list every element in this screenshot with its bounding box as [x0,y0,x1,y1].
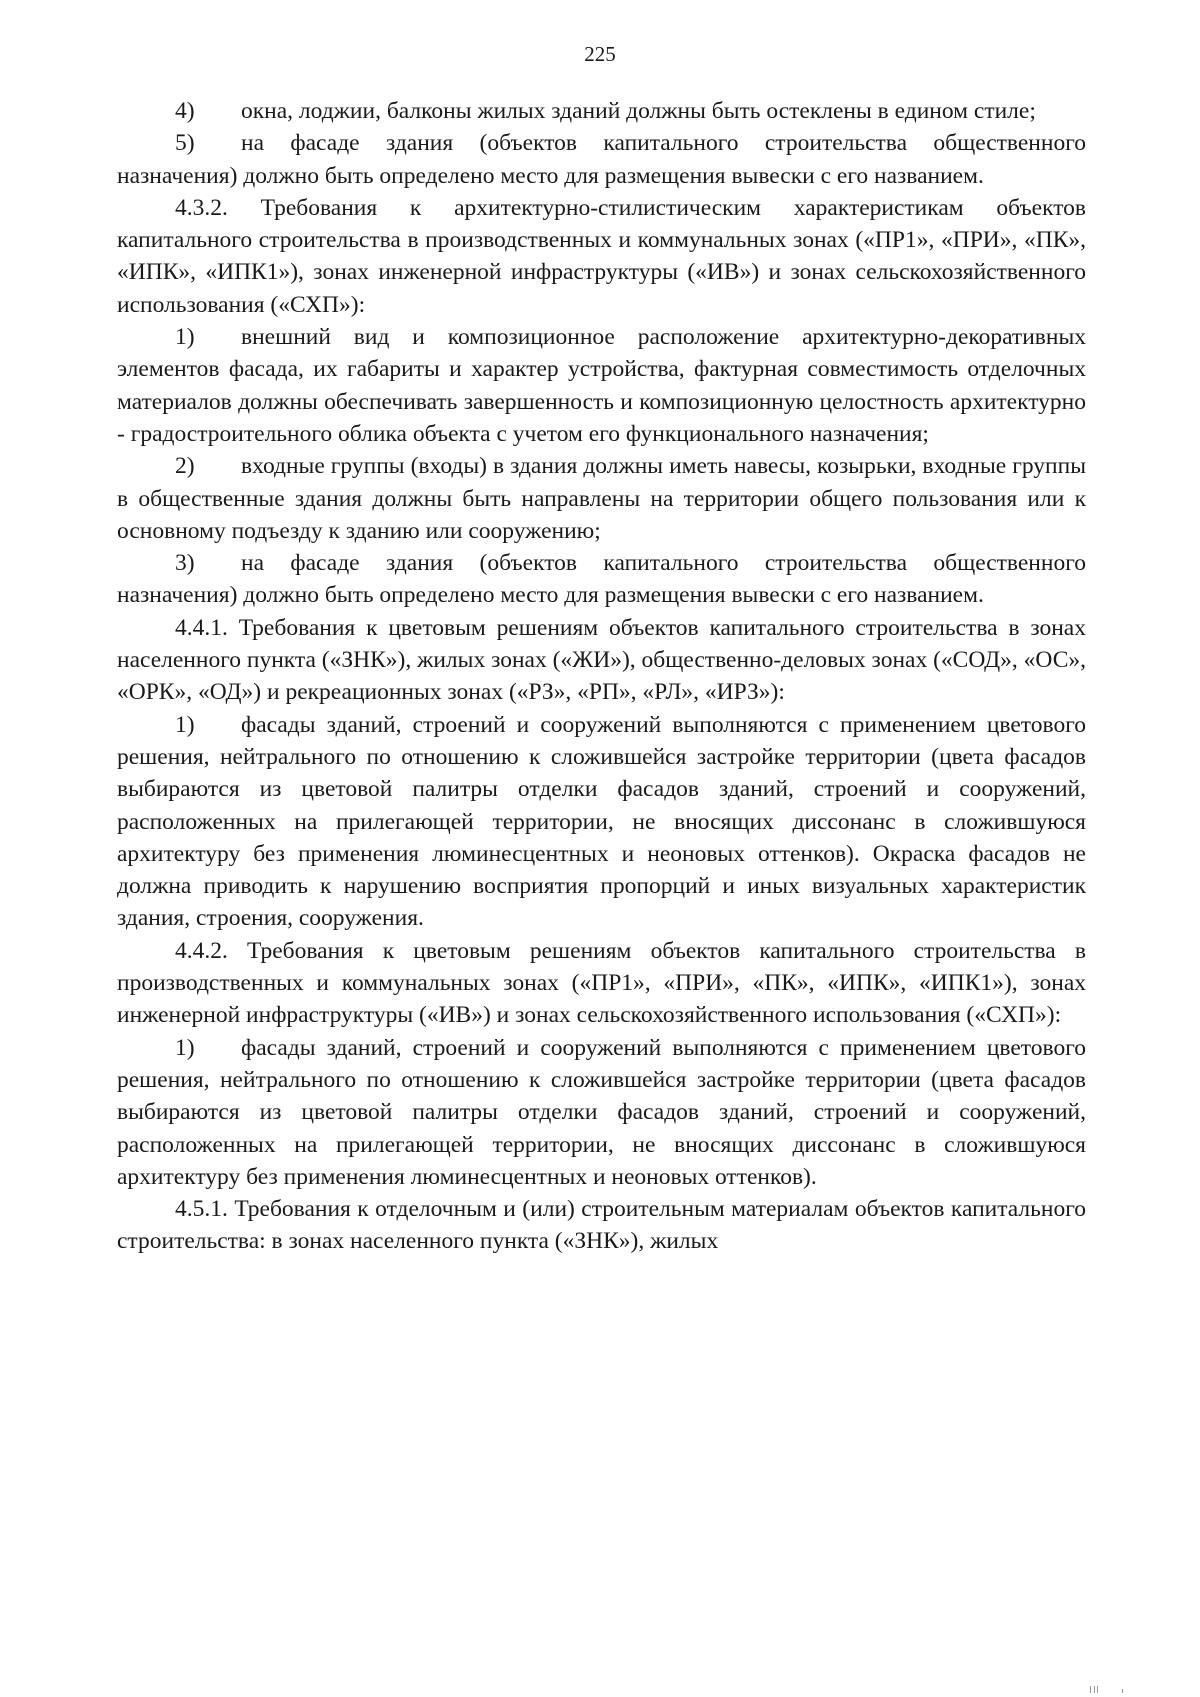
item-text: внешний вид и композиционное расположение архитектурно-декоративных элементов фасада, их габариты и характер устройства, фактурная совместимость отделочных материалов должны обеспечивать завершенность и композиционную целостность архитектурно - градостроительного облика объекта с учетом его функционального назначения; [117,324,1086,447]
item-text: окна, лоджии, балконы жилых зданий должны быть остеклены в едином стиле; [241,98,1036,124]
item-number: 4) [175,98,195,124]
item-number: 1) [175,324,195,351]
list-item-3 [117,547,1086,612]
section-4-3-2: 4.3.2. Требования к архитектурно-стилистическим характеристикам объектов капитального строительства в производственных и коммунальных зонах («ПР1», «ПРИ», «ПК», «ИПК», «ИПК1»), зонах инженерной инфраструктуры («ИВ») и зонах сельскохозяйственного использования («СХП»): [117,194,1086,318]
item-number: 1) [175,1034,195,1061]
section-4-4-2: 4.4.2. Требования к цветовым решениям объектов капитального строительства в производственных и коммунальных зонах («ПР1», «ПРИ», «ПК», «ИПК», «ИПК1»), зонах инженерной инфраструктуры («ИВ») и зонах сельскохозяйственного использования («СХП»): [117,937,1086,1029]
list-item-1 [117,321,1086,450]
item-text: на фасаде здания (объектов капитального строительства общественного назначения) должно быть определено место для размещения вывески с его названием. [117,130,1086,189]
document-body [117,95,1086,1258]
item-number: 5) [175,130,195,157]
list-item-4 [117,95,1086,127]
item-number: 3) [175,550,195,577]
list-item-1 [117,709,1086,935]
section-4-5-1: 4.5.1. Требования к отделочным и (или) строительным материалам объектов капитального строительства: в зонах населенного пункта («ЗНК»), жилых [117,1196,1086,1255]
item-number: 1) [175,711,195,738]
item-number: 2) [175,453,195,480]
item-text: фасады зданий, строений и сооружений выполняются с применением цветового решения, нейтрального по отношению к сложившейся застройке территории (цвета фасадов выбираются из цветовой палитры отделки фасадов зданий, строений и сооружений, расположенных на прилегающей территории, не вносящих диссонанс в сложившуюся архитектуру без применения люминесцентных и неоновых оттенков). [117,1034,1086,1190]
scan-artifact [1080,1685,1140,1693]
item-text: фасады зданий, строений и сооружений выполняются с применением цветового решения, нейтрального по отношению к сложившейся застройке территории (цвета фасадов выбираются из цветовой палитры отделки фасадов зданий, строений и сооружений, расположенных на прилегающей территории, не вносящих диссонанс в сложившуюся архитектуру без применения люминесцентных и неоновых оттенков). Окраска фасадов не должна приводить к нарушению восприятия пропорций и иных визуальных характеристик здания, строения, сооружения. [117,711,1086,932]
item-text: входные группы (входы) в здания должны иметь навесы, козырьки, входные группы в общественные здания должны быть направлены на территории общего пользования или к основному подъезду к зданию или сооружению; [117,453,1086,544]
page-number: 225 [584,42,616,66]
list-item-1 [117,1032,1086,1193]
item-text: на фасаде здания (объектов капитального строительства общественного назначения) должно быть определено место для размещения вывески с его названием. [117,550,1086,609]
list-item-2 [117,450,1086,547]
section-4-4-1: 4.4.1. Требования к цветовым решениям объектов капитального строительства в зонах населенного пункта («ЗНК»), жилых зонах («ЖИ»), общественно-деловых зонах («СОД», «ОС», «ОРК», «ОД») и рекреационных зонах («РЗ», «РП», «РЛ», «ИРЗ»): [117,614,1086,706]
list-item-5 [117,127,1086,192]
